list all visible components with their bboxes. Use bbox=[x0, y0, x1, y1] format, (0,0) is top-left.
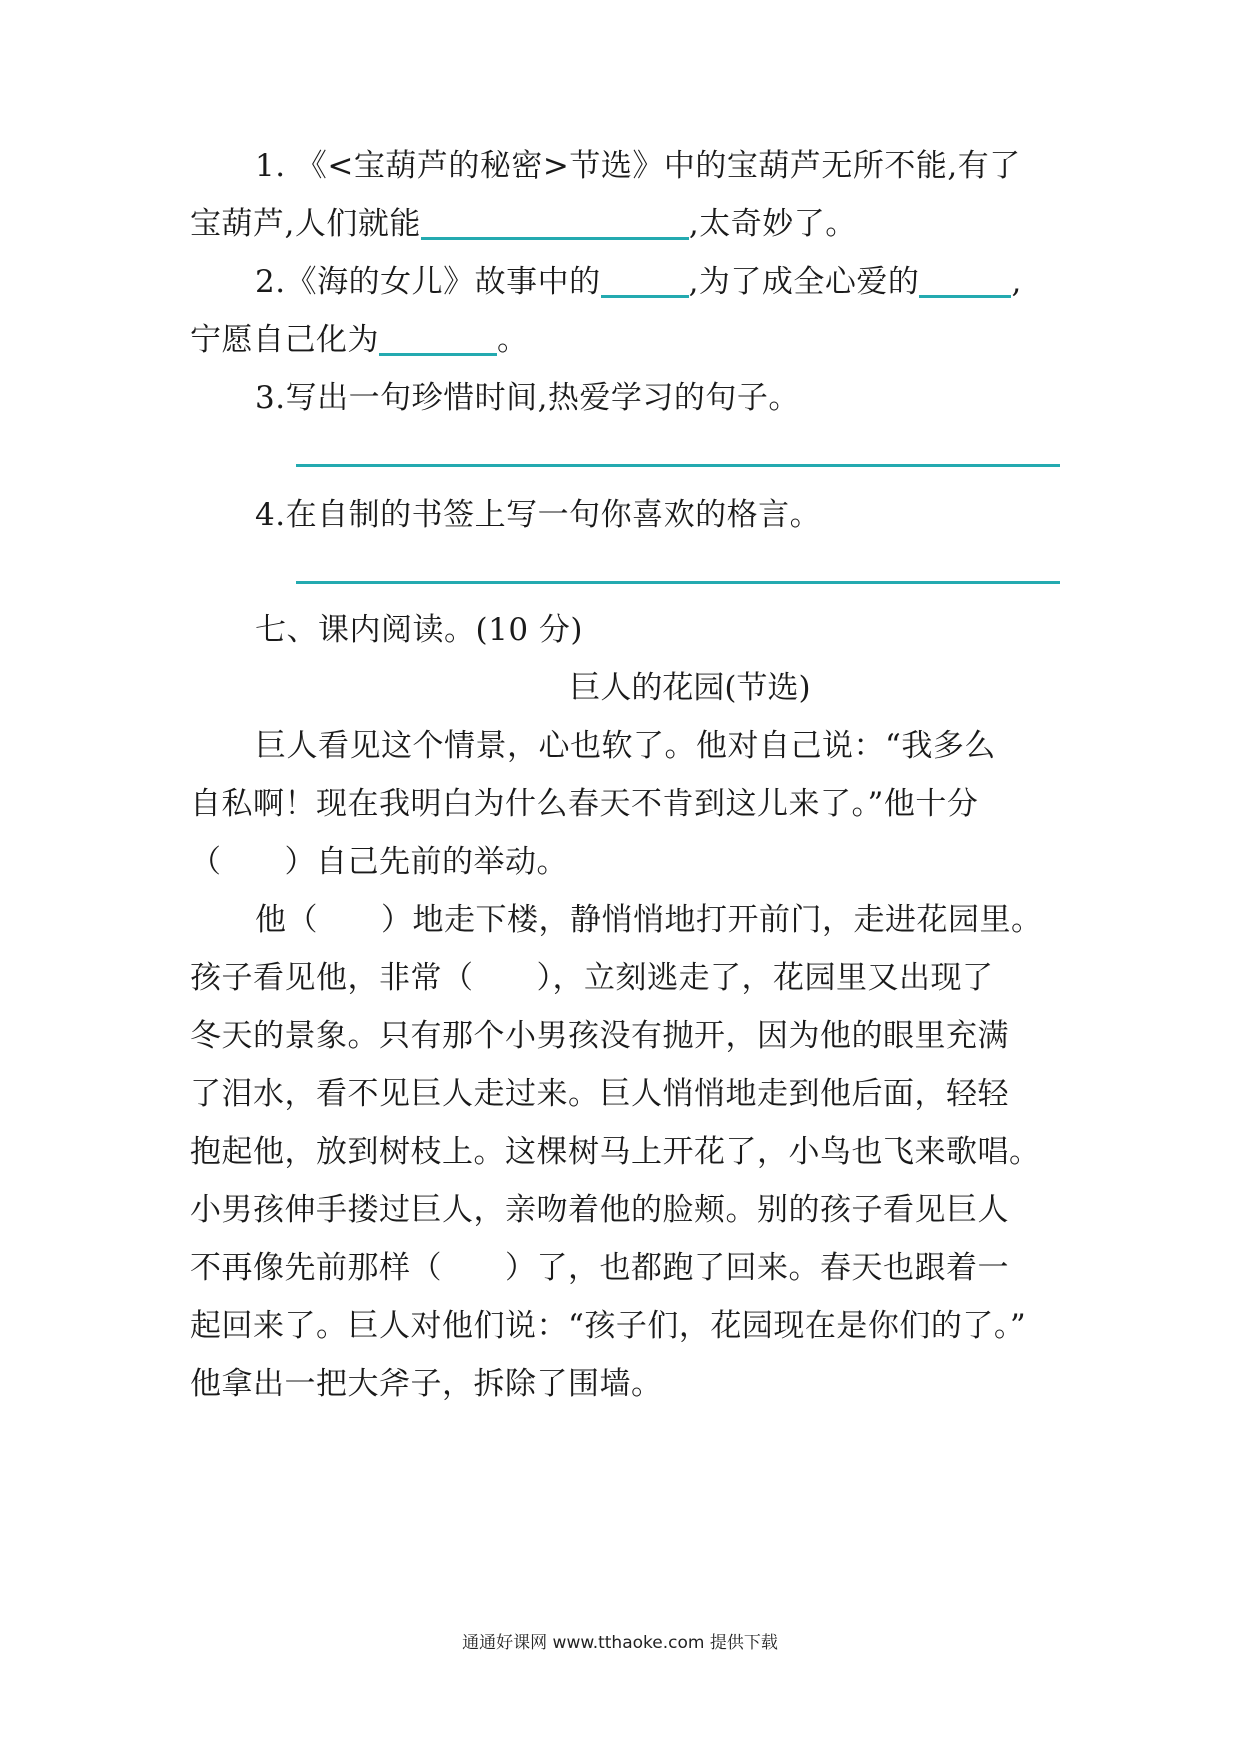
passage-p2-line-4: 了泪水，看不见巨人走过来。巨人悄悄地走到他后面，轻轻 bbox=[190, 1076, 1009, 1112]
question-2-text-b: ,为了成全心爱的 bbox=[688, 264, 920, 300]
section-7-heading: 七、课内阅读。(10 分) bbox=[255, 612, 583, 648]
passage-p1-line-2: 自私啊！现在我明白为什么春天不肯到这儿来了。”他十分 bbox=[190, 786, 979, 822]
passage-p1-line-1: 巨人看见这个情景，心也软了。他对自己说：“我多么 bbox=[255, 728, 996, 764]
passage-p2-line-9: 他拿出一把大斧子，拆除了围墙。 bbox=[190, 1366, 663, 1402]
question-4: 4.在自制的书签上写一句你喜欢的格言。 bbox=[255, 497, 822, 533]
answer-line-q3[interactable] bbox=[296, 464, 1060, 467]
footer-credit: 通通好课网 www.tthaoke.com 提供下载 bbox=[462, 1633, 778, 1653]
question-1-text-b: ,太奇妙了。 bbox=[688, 206, 857, 242]
answer-blank-q1[interactable] bbox=[421, 199, 689, 240]
question-2-text-e: 。 bbox=[497, 322, 529, 358]
question-2-line-2 bbox=[190, 308, 1070, 372]
passage-title: 巨人的花园(节选) bbox=[569, 670, 811, 706]
question-2-text-a: 2.《海的女儿》故事中的 bbox=[255, 264, 601, 300]
question-2-line-1 bbox=[255, 250, 1070, 314]
passage-p2-line-8: 起回来了。巨人对他们说：“孩子们，花园现在是你们的了。” bbox=[190, 1308, 1027, 1344]
passage-p2-line-5: 抱起他，放到树枝上。这棵树马上开花了，小鸟也飞来歌唱。 bbox=[190, 1134, 1041, 1170]
answer-blank-q2-a[interactable] bbox=[601, 257, 689, 298]
question-1-line-1: 1. 《<宝葫芦的秘密>节选》中的宝葫芦无所不能,有了 bbox=[255, 148, 1021, 184]
question-3: 3.写出一句珍惜时间,热爱学习的句子。 bbox=[255, 380, 800, 416]
passage-p2-line-7: 不再像先前那样（ ）了，也都跑了回来。春天也跟着一 bbox=[190, 1250, 1009, 1286]
passage-p2-line-3: 冬天的景象。只有那个小男孩没有抛开，因为他的眼里充满 bbox=[190, 1018, 1009, 1054]
passage-p2-line-1: 他（ ）地走下楼，静悄悄地打开前门，走进花园里。 bbox=[255, 902, 1043, 938]
answer-blank-q2-b[interactable] bbox=[919, 257, 1011, 298]
question-2-text-d: 宁愿自己化为 bbox=[190, 322, 379, 358]
passage-p2-line-2: 孩子看见他，非常（ ），立刻逃走了，花园里又出现了 bbox=[190, 960, 994, 996]
answer-blank-q2-c[interactable] bbox=[379, 315, 497, 356]
question-1-line-2 bbox=[190, 192, 1070, 256]
question-1-text-a: 宝葫芦,人们就能 bbox=[190, 206, 421, 242]
passage-p2-line-6: 小男孩伸手搂过巨人，亲吻着他的脸颊。别的孩子看见巨人 bbox=[190, 1192, 1009, 1228]
passage-p1-line-3: （ ）自己先前的举动。 bbox=[190, 844, 568, 880]
question-2-text-c: , bbox=[1011, 264, 1022, 300]
answer-line-q4[interactable] bbox=[296, 581, 1060, 584]
